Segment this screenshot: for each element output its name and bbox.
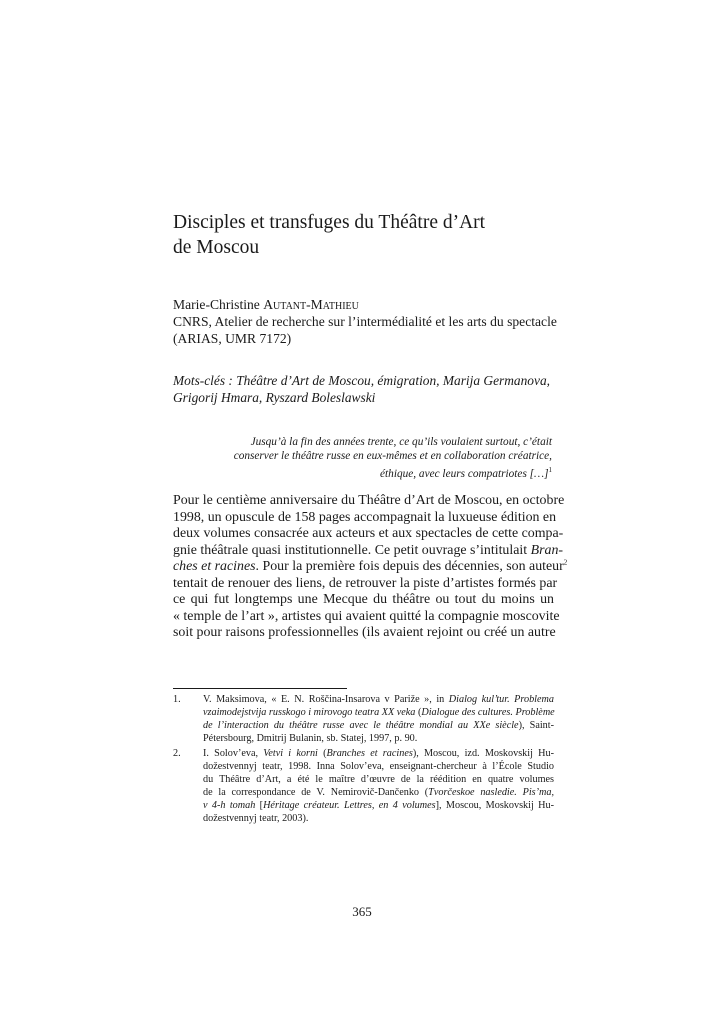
footnote-line (203, 812, 554, 825)
chapter-title (173, 210, 553, 260)
footnote-body (203, 693, 554, 745)
footnote-italic-title: Dialog kul’tur. Problema (448, 694, 554, 705)
body-italic-title: Bran- (530, 542, 564, 558)
footnote-text-segment: ( (317, 748, 327, 759)
footnote-line-text: du Théâtre d’Art, a été le maître d’œuvre de la réédition en quatre volumes (203, 774, 554, 785)
keywords (173, 372, 553, 406)
footnote-text-segment: I. Solov’eva, (203, 748, 264, 759)
body-line-text: soit pour raisons professionnelles (ils avaient rejoint ou créé un autre (173, 625, 556, 640)
footnote-number: 1. (173, 694, 181, 705)
footnote-2 (173, 747, 554, 825)
epigraph-line-2: conserver le théâtre russe en eux-mêmes et en collaboration créatrice, (233, 450, 552, 462)
footnote-ref-2[interactable]: 2 (563, 558, 568, 567)
footnote-line-text (203, 747, 554, 760)
body-line (173, 625, 554, 642)
footnote-text-segment: [ (255, 800, 264, 811)
footnote-line (203, 773, 554, 786)
footnote-line-text (203, 799, 554, 812)
footnote-italic-title: de l’interaction du théâtre russe avec le théâtre mondial au XXe siècle (203, 720, 519, 731)
footnote-italic-title: Tvorčeskoe nasledie. Pis’ma, (428, 787, 555, 798)
body-line (173, 526, 564, 543)
author-block (173, 296, 593, 347)
body-line-text: 1998, un opuscule de 158 pages accompagnait la luxueuse édition en (173, 509, 557, 525)
epigraph (232, 435, 552, 481)
author-first-name: Marie-Christine (173, 297, 264, 312)
body-line-text: tentait de renouer des liens, de retrouver la piste d’artistes formés par (173, 575, 558, 591)
footnote-line-text: dožestvennyj teatr, 2003). (203, 813, 309, 824)
author-affiliation-line-2: (ARIAS, UMR 7172) (173, 331, 292, 346)
body-italic-title: ches et racines (173, 559, 256, 574)
footnote-italic-title: v 4-h tomah (203, 800, 256, 811)
footnote-line (203, 719, 554, 732)
body-line (173, 558, 568, 576)
footnote-line (203, 747, 554, 760)
footnote-italic-title: Dialogue des cultures. Problème (421, 707, 555, 718)
footnote-line (203, 799, 554, 812)
body-line-text: ce qui fut longtemps une Mecque du théâtre ou tout du moins un (173, 592, 554, 607)
body-line-text: deux volumes consacrée aux acteurs et aux spectacles de cette compa- (173, 526, 564, 541)
footnote-line-text (203, 693, 554, 706)
footnote-line-text (203, 706, 555, 719)
footnote-line-text (203, 786, 554, 799)
footnote-text-segment: ], Moscou, Moskovskij Hu- (435, 800, 554, 811)
keywords-line-1: Mots-clés : Théâtre d’Art de Moscou, émigration, Marija Germanova, (173, 373, 550, 388)
footnote-italic-title: vzaimodejstvija russkogo i mirovogo teatra XX veka (203, 707, 416, 718)
footnote-line (203, 706, 554, 719)
footnote-1 (173, 693, 554, 745)
footnotes (173, 693, 554, 827)
footnote-line-text: dožestvennyj teatr, 1998. Inna Solov’eva, enseignant-chercheur à l’École Studio (203, 761, 554, 772)
footnote-text-segment: ( (415, 707, 422, 718)
body-line-text (173, 543, 563, 560)
body-line (173, 575, 558, 593)
body-text-segment: . Pour la première fois depuis des décennies, son auteur (255, 559, 564, 574)
body-line-text (173, 559, 567, 576)
author-affiliation-line-1: CNRS, Atelier de recherche sur l’intermédialité et les arts du spectacle (173, 314, 557, 329)
body-line (173, 493, 565, 510)
author-name (173, 296, 593, 313)
body-paragraph (173, 493, 568, 642)
footnote-italic-title: Vetvi i korni (263, 748, 318, 759)
footnote-text-segment: ), Moscou, izd. Moskovskij Hu- (412, 748, 555, 759)
body-line-text: Pour le centième anniversaire du Théâtre d’Art de Moscou, en octobre (173, 493, 565, 508)
body-line (173, 608, 560, 626)
footnote-line (203, 786, 554, 799)
keywords-line-2: Grigorij Hmara, Ryszard Boleslawski (173, 390, 376, 405)
footnote-divider (173, 688, 347, 689)
footnote-line-text: Pétersbourg, Dmitrij Bulanin, sb. Statej, 1997, p. 90. (203, 733, 418, 744)
footnote-italic-title: Branches et racines (326, 748, 413, 759)
chapter-title-line-2: de Moscou (173, 237, 260, 258)
author-last-name: Autant-Mathieu (263, 297, 359, 312)
footnote-body (203, 747, 554, 825)
footnote-ref-1[interactable]: 1 (548, 466, 552, 474)
epigraph-line-3 (232, 463, 552, 481)
footnote-text-segment: ), Saint- (518, 720, 554, 731)
footnote-line (203, 760, 554, 773)
body-line (173, 542, 564, 560)
footnote-text-segment: V. Maksimova, « E. N. Roščina-Insarova v Pariže », in (203, 694, 449, 705)
footnote-italic-title: Héritage créateur. Lettres, en 4 volumes (263, 800, 436, 811)
body-text-segment: gnie théâtrale quasi institutionnelle. Ce petit ouvrage s’intitulait (173, 542, 531, 558)
body-line (173, 592, 554, 609)
epigraph-line-1: Jusqu’à la fin des années trente, ce qu’ils voulaient surtout, c’était (250, 436, 552, 448)
footnote-line-text (203, 719, 554, 732)
body-line-text: « temple de l’art », artistes qui avaient quitté la compagnie moscovite (173, 608, 560, 624)
epigraph-line-3-text: éthique, avec leurs compatriotes […] (380, 467, 549, 480)
footnote-line (203, 732, 554, 745)
footnote-line (203, 693, 554, 706)
footnote-number: 2. (173, 748, 181, 759)
body-line (173, 509, 557, 527)
footnote-text-segment: de la correspondance de V. Nemirovič-Dančenko ( (203, 787, 429, 798)
chapter-title-line-1: Disciples et transfuges du Théâtre d’Art (173, 212, 486, 233)
page-number: 365 (352, 904, 372, 919)
